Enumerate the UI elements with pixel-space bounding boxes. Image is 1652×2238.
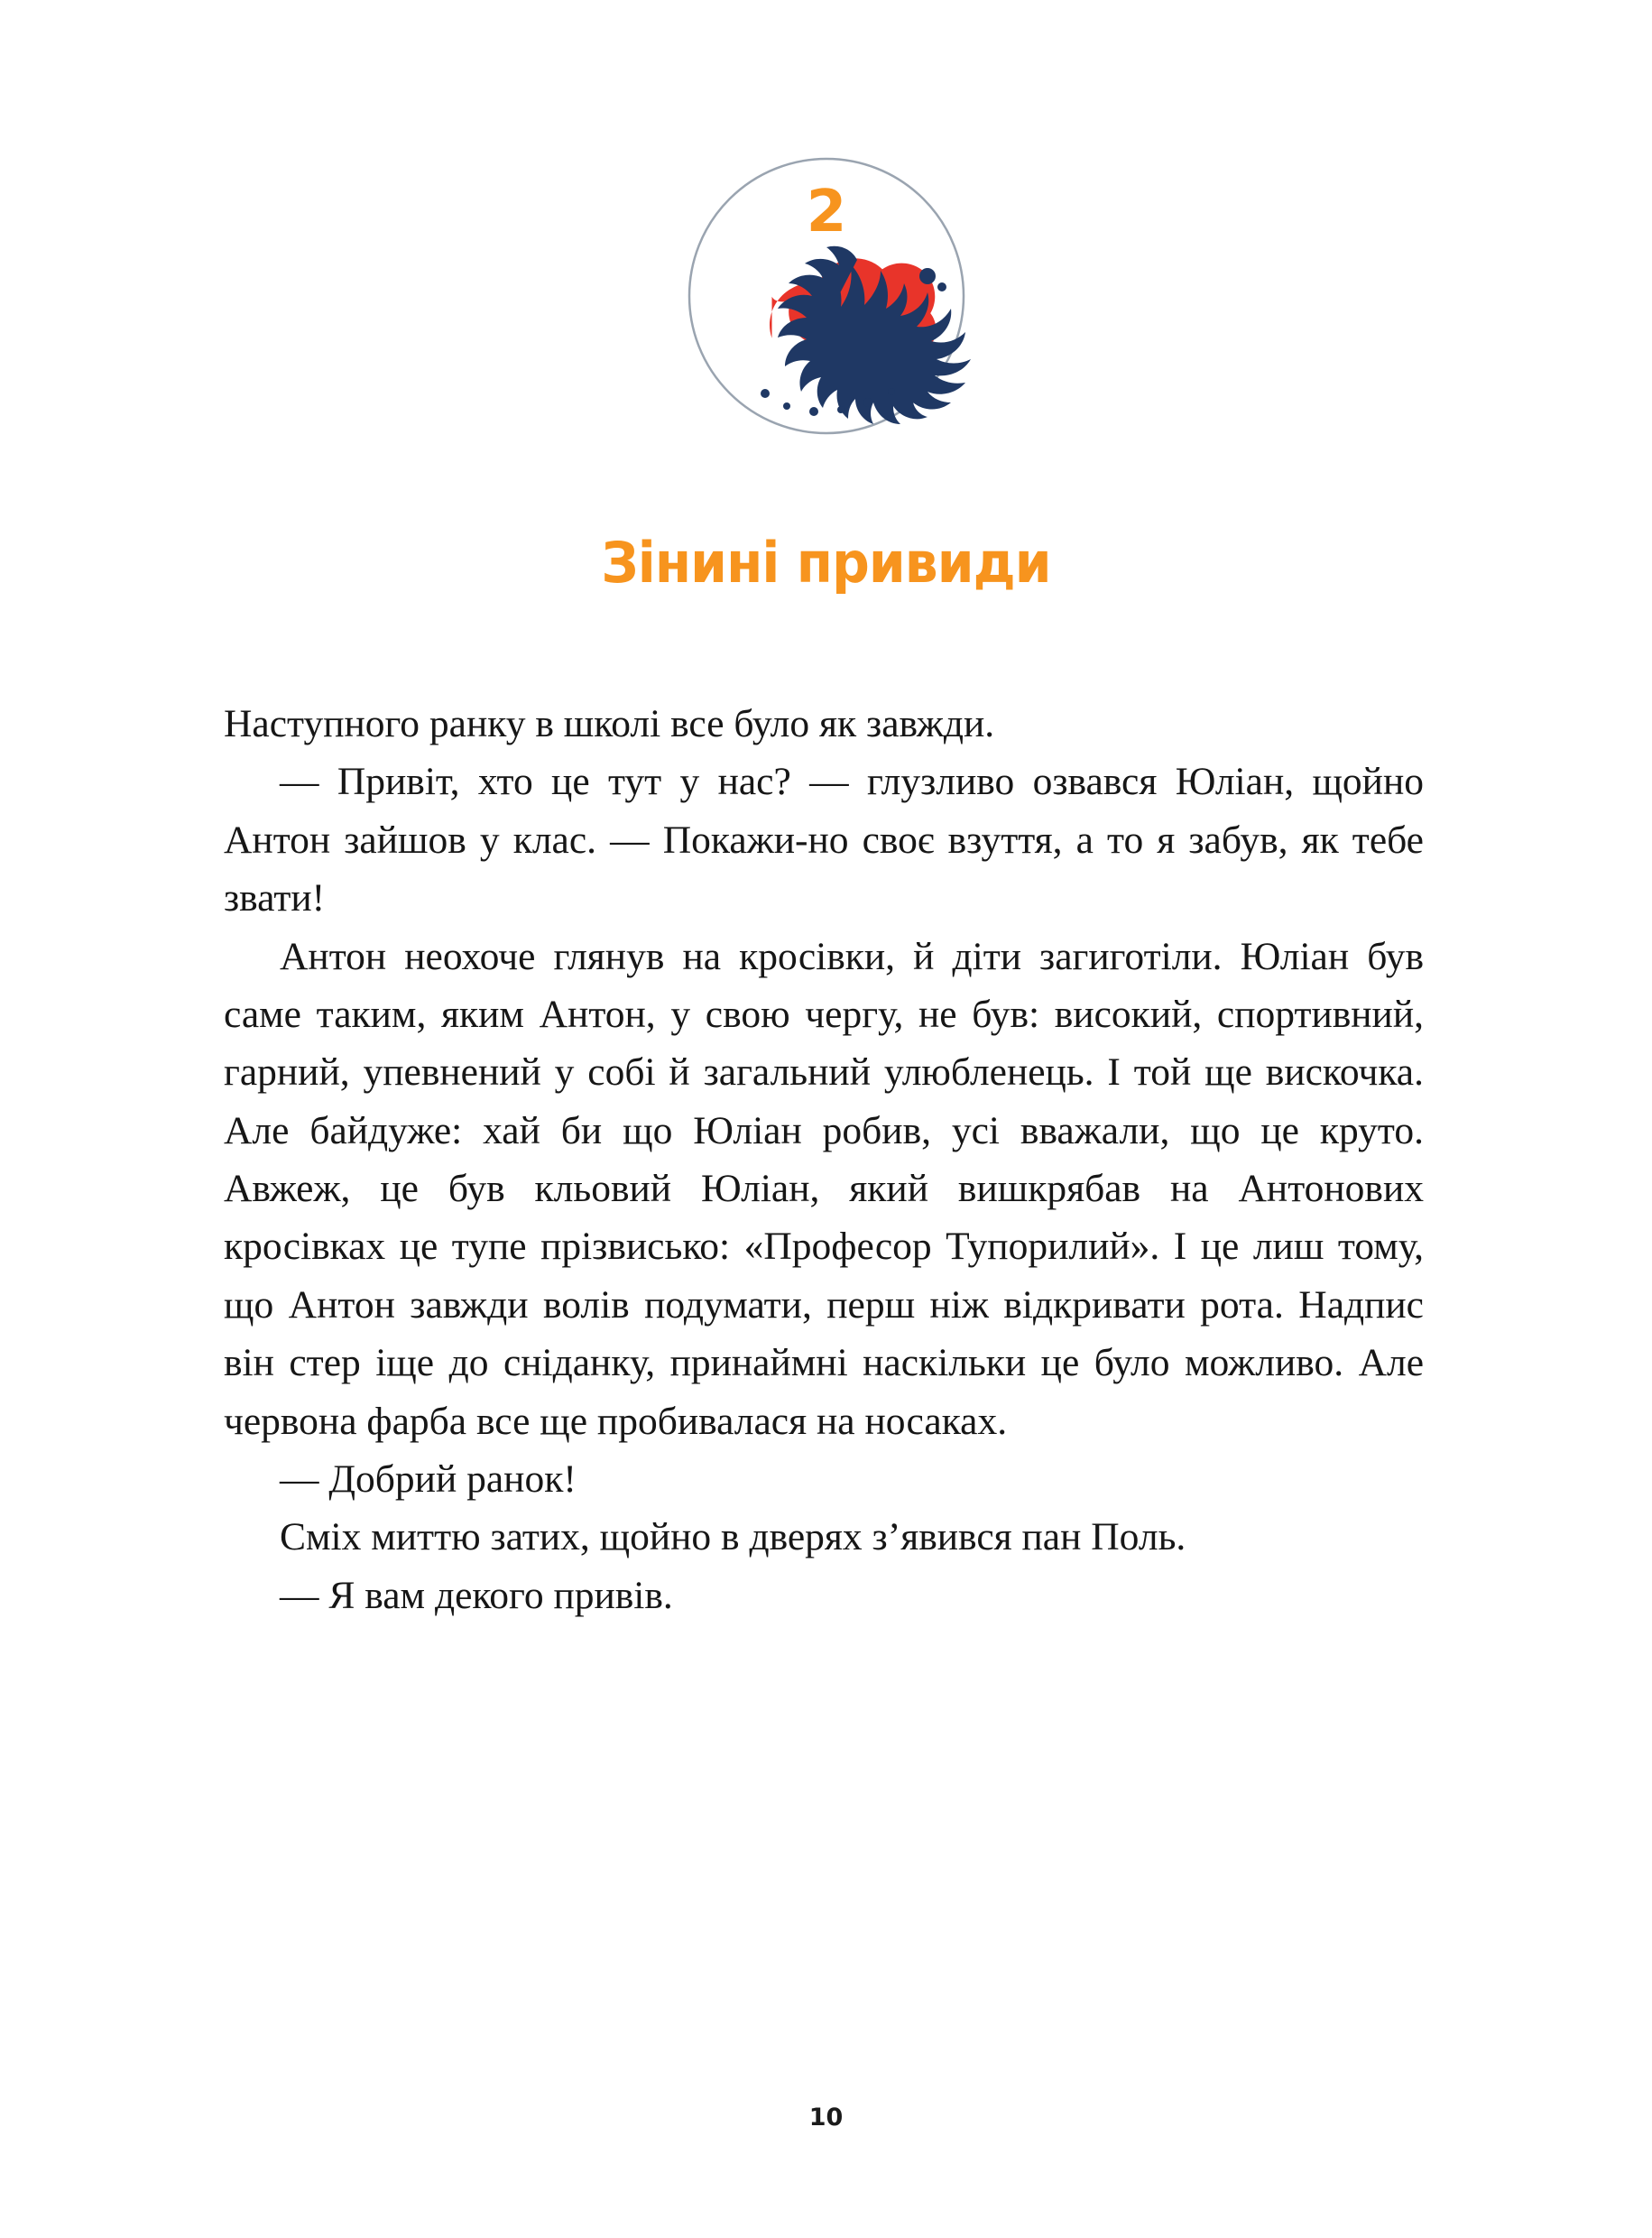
chapter-body (224, 695, 1424, 1624)
paragraph: — Привіт, хто це тут у нас? — глузливо озвався Юліан, щойно Антон зайшов у клас. — Покажи-но своє взуття, а то я забув, як тебе звати! (224, 760, 1424, 920)
chapter-ornament-ink-blot (655, 152, 998, 458)
paragraph: Антон неохоче глянув на кросівки, й діти загиготіли. Юліан був саме таким, яким Антон, у свою чергу, не був: високий, спортивний, гарний, упевнений у собі й загальний улюбленець. І той ще вискочка. Але байдуже: хай би що Юліан робив, усі вважали, що це круто. Авжеж, це був кльовий Юліан, який вишкрябав на Антонових кросівках це тупе прізвисько: «Професор Тупорилий». І це лиш тому, що Антон завжди волів подумати, перш ніж відкривати рота. Надпис він стер іще до сніданку, принаймні наскільки це було можливо. Але червона фарба все ще пробивалася на носаках. (224, 934, 1424, 1443)
chapter-title: Зінині привиди (601, 529, 1051, 596)
page-number: 10 (808, 2104, 844, 2132)
paragraph: — Я вам декого привів. (280, 1573, 673, 1617)
chapter-number: 2 (806, 179, 846, 245)
paragraph: Сміх миттю затих, щойно в дверях з’явився пан Поль. (280, 1515, 1186, 1559)
paragraph: — Добрий ранок! (280, 1457, 577, 1501)
paragraph: Наступного ранку в школі все було як завжди. (224, 702, 995, 745)
